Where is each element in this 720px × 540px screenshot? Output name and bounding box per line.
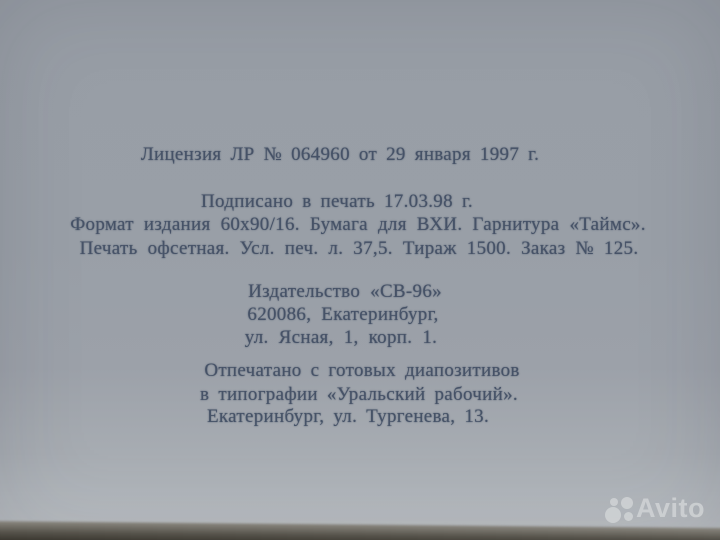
publisher-street-line: ул. Ясная, 1, корп. 1. (244, 327, 438, 348)
publisher-city-line: 620086, Екатеринбург, (247, 304, 439, 325)
avito-logo-icon (605, 495, 636, 527)
printer-line-1: Отпечатано с готовых диапозитивов (204, 360, 520, 381)
printer-line-2: в типографии «Уральский рабочий». (200, 384, 518, 405)
printer-address-line: Екатеринбург, ул. Тургенева, 13. (206, 406, 490, 427)
imprint-license-line: Лицензия ЛР № 064960 от 29 января 1997 г. (140, 144, 540, 165)
publisher-name-line: Издательство «СВ-96» (248, 281, 442, 302)
avito-watermark-label: Avito (636, 493, 705, 523)
imprint-print-line-2: Формат издания 60х90/16. Бумага для ВХИ. Гарнитура «Таймс». (70, 214, 646, 235)
imprint-print-line-3: Печать офсетная. Усл. печ. л. 37,5. Тираж 1500. Заказ № 125. (79, 238, 639, 259)
avito-watermark (605, 491, 705, 527)
imprint-print-line-1: Подписано в печать 17.03.98 г. (201, 191, 473, 212)
